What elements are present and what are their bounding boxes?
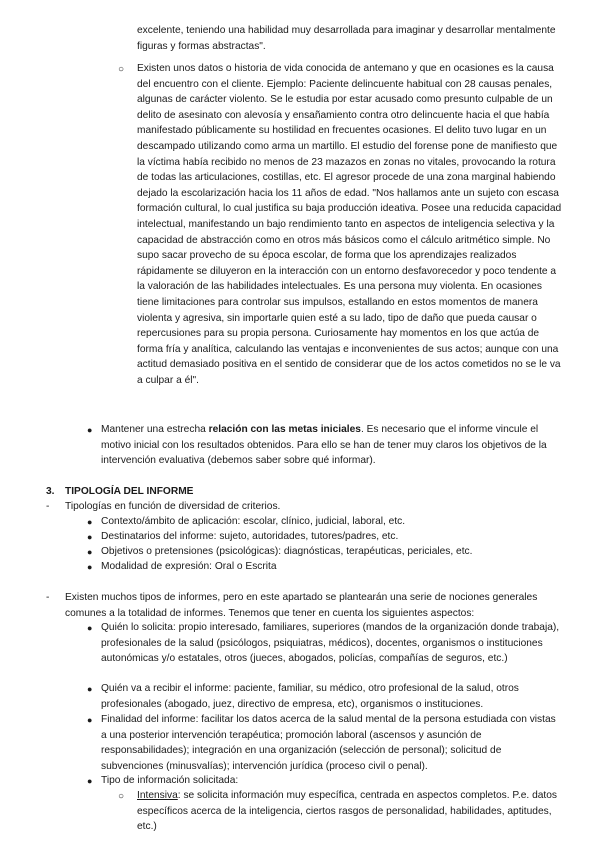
dot-bullet-icon: ● <box>87 547 93 557</box>
circle-item-history: Existen unos datos o historia de vida conocida de antemano y que en ocasiones es la causa del encuentro con el cliente. Ejemplo: Paciente delincuente habitual con 28 causas penales, algunas de carácter violento. Se le estudia por estar acusado como presunto culpable de un delito de asesinato con alevosía y ensañamiento contra otro delincuente hacia el que había manifestado públicamente su hostilidad en frecuentes ocasiones. El delito tuvo lugar en un descampado utilizando como arma un martillo. El estudio del forense pone de manifiesto que la víctima había recibido no menos de 23 mazazos en zonas no vitales, provocando la rotura de todas las articulaciones, costillas, etc. El agresor procede de una zona marginal habiendo dejado la escolarización hacia los 11 años de edad. "Nos hallamos ante un sujeto con escasa formación cultural, lo cual justifica su baja producción ideativa. Posee una reducida capacidad intelectual, manifestando un bajo rendimiento tanto en aspectos de inteligencia selectiva y la capacidad de abstracción como en otros más básicos como el cálculo aritmético simple. No supo sacar provecho de su época escolar, de forma que los aprendizajes realizados rápidamente se diluyeron en la interacción con un entorno desfavorecedor y poco tendente a la valoración de las habilidades intelectuales. Es una persona muy violenta. En ocasiones tiene limitaciones para controlar sus impulsos, estallando en estos momentos de manera violenta y agresiva, sin importarle quien esté a su lado, tipo de daño que pueda causar o repercusiones para su propia persona. Curiosamente hay momentos en los que actúa de forma fría y analítica, calculando las ventajas e inconvenientes de sus actos; aunque con una actitud demasiado positiva en el sentido de considerar que de los actos cometidos no se le va a culpar a él". <box>137 63 562 386</box>
dot-bullet-icon: ● <box>87 684 93 694</box>
dot-bullet-icon: ● <box>87 517 93 527</box>
dash-marker: - <box>46 501 50 512</box>
section-number: 3. <box>46 486 55 497</box>
dash-1-text: Tipologías en función de diversidad de criterios. <box>65 501 281 512</box>
dot-bullet-icon: ● <box>87 532 93 542</box>
dot-item-suffix: . Es necesario que el informe vincule el motivo inicial con los resultados obtenidos. Para ello se han de tener muy claros los objetivos de la intervención evaluativa (debemos saber sobre qué informar). <box>101 424 547 467</box>
section-title: TIPOLOGÍA DEL INFORME <box>65 486 194 497</box>
list-item: Objetivos o pretensiones (psicológicas): diagnósticas, terapéuticas, periciales, etc. <box>101 546 473 557</box>
list-item: Modalidad de expresión: Oral o Escrita <box>101 561 277 572</box>
list-item: Tipo de información solicitada: <box>101 775 239 786</box>
list-item: Quién va a recibir el informe: paciente, familiar, su médico, otro profesional de la salud, otros profesionales (abogado, juez, directivo de empresa, etc), organismos o instituciones. <box>101 683 519 710</box>
sub-item-label: Intensiva <box>137 790 178 801</box>
dot-item-bold: relación con las metas iniciales <box>208 424 361 435</box>
circle-bullet-icon: ○ <box>118 791 125 802</box>
dash-2-text: Existen muchos tipos de informes, pero en este apartado se plantearán una serie de nociones generales comunes a la totalidad de informes. Tenemos que tener en cuenta los siguientes aspectos: <box>65 592 538 619</box>
list-item: Finalidad del informe: facilitar los datos acerca de la salud mental de la persona estudiada con vistas a una posterior intervención terapéutica; promoción laboral (ascensos y asunción de responsabilidades); integración en una organización (selección de personal); solicitud de subvenciones (minusvalías); intervención jurídica (proceso civil o penal). <box>101 714 556 772</box>
dot-item-metas <box>101 422 556 469</box>
dash-marker: - <box>46 592 50 603</box>
dot-bullet-icon: ● <box>87 776 93 786</box>
dot-bullet-icon: ● <box>87 562 93 572</box>
dot-item-prefix: Mantener una estrecha <box>101 424 209 435</box>
list-item: Quién lo solicita: propio interesado, familiares, superiores (mandos de la organización donde trabaja), profesionales de la salud (psicólogos, psiquiatras, médicos), docentes, organismos o instituciones autonómicas y/o estatales, otros (jueces, abogados, policías, compañías de seguros, etc.) <box>101 622 560 665</box>
sub-item-intensiva <box>137 788 562 835</box>
circle-bullet-icon: ○ <box>118 64 125 75</box>
dot-bullet-icon: ● <box>87 425 93 435</box>
dot-bullet-icon: ● <box>87 623 93 633</box>
continuation-text: excelente, teniendo una habilidad muy desarrollada para imaginar y desarrollar mentalmente figuras y formas abstractas". <box>137 25 556 52</box>
dot-bullet-icon: ● <box>87 715 93 725</box>
sub-item-text: : se solicita información muy específica, centrada en aspectos completos. P.e. datos específicos acerca de la inteligencia, ciertos rasgos de personalidad, habilidades, aptitudes, etc.) <box>137 790 557 833</box>
list-item: Destinatarios del informe: sujeto, autoridades, tutores/padres, etc. <box>101 531 399 542</box>
list-item: Contexto/ámbito de aplicación: escolar, clínico, judicial, laboral, etc. <box>101 516 406 527</box>
